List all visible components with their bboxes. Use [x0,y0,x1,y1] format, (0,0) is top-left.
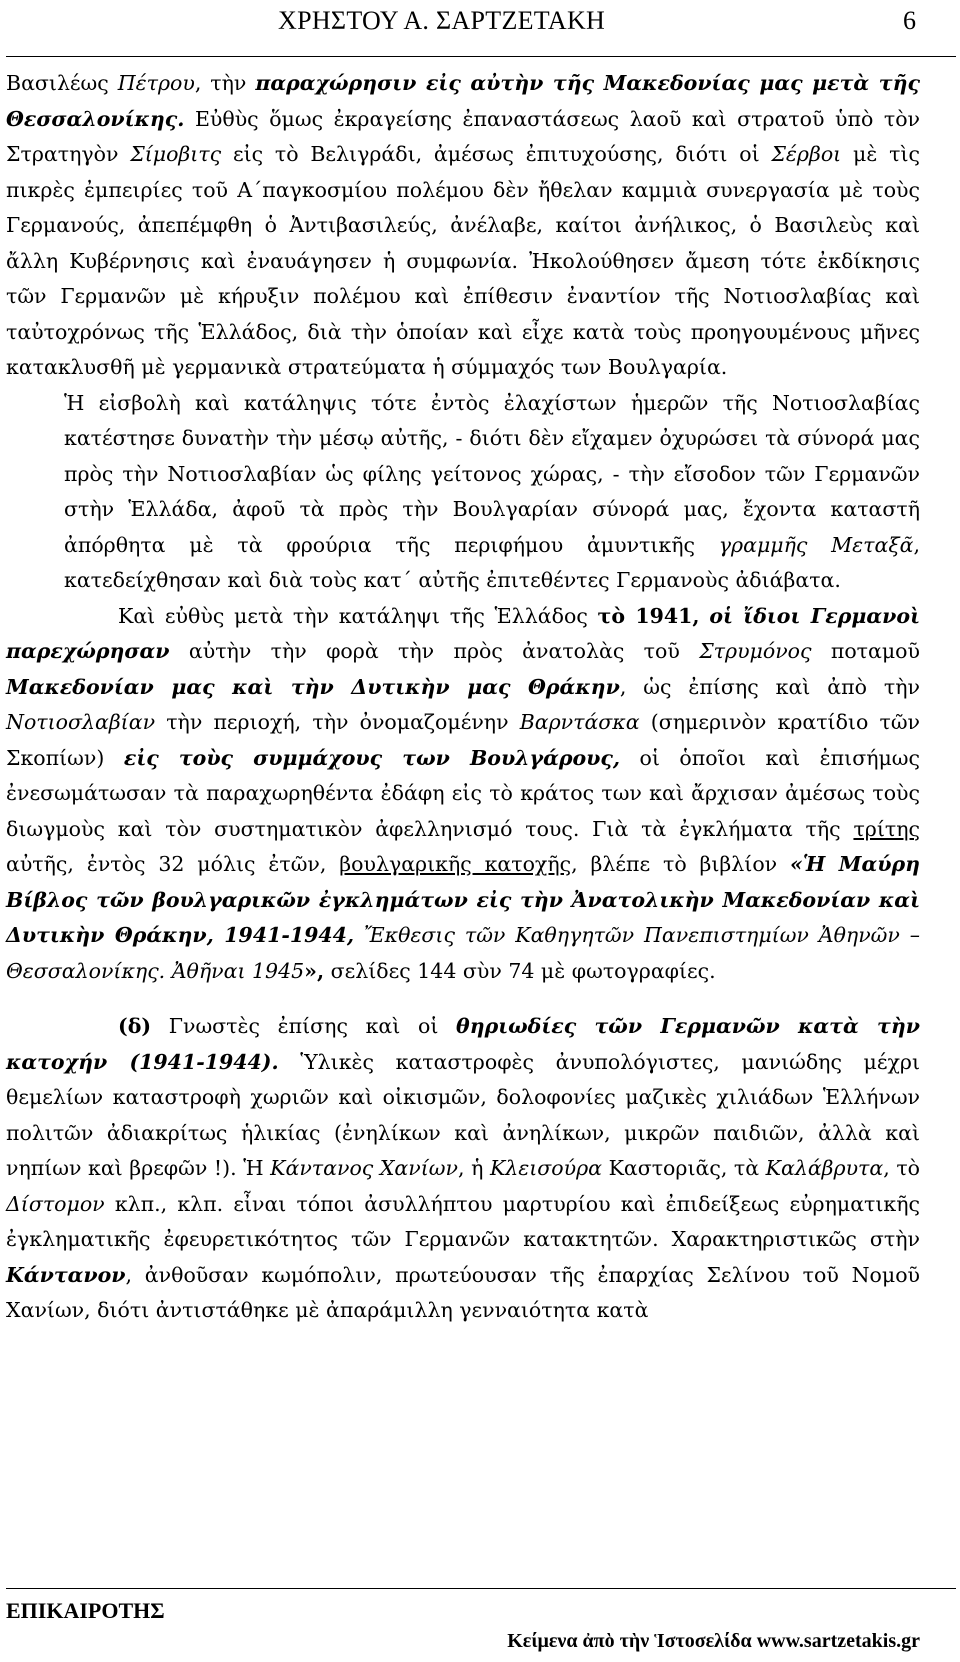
text-span: Πέτρου [117,71,195,95]
text-span: Βαρντάσκα [519,710,640,734]
text-span: τρίτης [853,816,920,841]
text-span: , τὴν [194,71,256,95]
footer-source: Κείμενα ἀπὸ τὴν Ἱστοσελίδα www.sartzetakis.gr [507,1630,920,1652]
text-span: , ὡς ἐπίσης καὶ ἀπὸ τὴν [619,674,920,699]
text-span: οἱ ἴδιοι Γερμανοὶ παρεχώρησαν [6,603,920,663]
text-span: Σίμοβιτς [130,142,222,166]
text-span: Καστοριᾶς, τὰ [601,1156,766,1180]
text-span: εἰς τοὺς συμμάχους των Βουλγάρους, [123,745,620,770]
text-span: , τὸ [883,1156,920,1180]
text-span: τὸ 1941, [597,603,700,628]
text-span: Καλάβρυτα [765,1156,884,1180]
footer-divider [6,1588,956,1589]
text-span: (δ) [118,1014,152,1038]
text-span: Κλεισούρα [489,1156,602,1180]
text-span: Καὶ εὐθὺς μετὰ τὴν κατάληψι τῆς Ἑλλάδος [118,603,598,628]
text-span: Σέρβοι [771,142,842,166]
text-span: », [304,958,325,983]
text-span: , κατεδείχθησαν καὶ διὰ τοὺς κατ΄ αὐτῆς ἐπιτεθέντες Γερμανοὺς ἀδιάβατα. [64,532,920,592]
text-span: (σημερινὸν κρατίδιο τῶν Σκοπίων) [6,710,920,770]
header-divider [6,56,956,57]
text-span [700,604,710,628]
text-span: Ὑλικὲς καταστροφὲς ἀνυπολόγιστες, μανιώδης μέχρι θεμελίων καταστροφὴ χωριῶν καὶ οἰκισμῶν, δολοφονίες μαζικὲς χιλιάδων Ἑλλήνων πολιτῶν ἀδιακρίτως ἡλικίας (ἐνηλίκων καὶ ἀνηλίκων, μικρῶν παιδιῶν, ἀλλὰ καὶ νηπίων καὶ βρεφῶν !). Ἡ [6,1049,920,1180]
text-span: τὴν περιοχή, τὴν ὀνομαζομένην [155,710,520,734]
text-span: μὲ τὶς πικρὲς ἐμπειρίες τοῦ Α΄παγκοσμίου πολέμου δὲν ἤθελαν καμμιὰ συνεργασία μὲ τοὺς Γερμανούς, ἀπεπέμφθη ὁ Ἀντιβασιλεύς, ἀνέλαβε, καίτοι ἀνήλικος, ὁ Βασιλεὺς καὶ ἄλλη Κυβέρνησις καὶ ἐναυάγησεν ἡ συμφωνία. Ἠκολούθησεν ἄμεση τότε ἐκδίκησις τῶν Γερμανῶν μὲ κήρυξιν πολέμου καὶ ἐπίθεσιν ἐναντίον τῆς Νοτιοσλαβίας καὶ ταὐτοχρόνως τῆς Ἑλλάδος, διὰ τὴν ὁποίαν καὶ εἶχε κατὰ τοὺς προηγουμένους μῆνες κατακλυσθῆ μὲ γερμανικὰ στρατεύματα ἡ σύμμαχός των Βουλγαρία. [6,142,920,379]
text-span: Ἔκθεσις τῶν Καθηγητῶν Πανεπιστημίων Ἀθηνῶν – Θεσσαλονίκης. Ἀθῆναι 1945 [6,923,921,983]
text-span: Εὐθὺς ὅμως ἐκραγείσης ἐπαναστάσεως λαοῦ καὶ στρατοῦ ὑπὸ τὸν Στρατηγὸν [6,106,920,166]
text-span: , ἀνθοῦσαν κωμόπολιν, πρωτεύουσαν τῆς ἐπαρχίας Σελίνου τοῦ Νομοῦ Χανίων, διότι ἀντιστάθηκε μὲ ἀπαράμιλλη γενναιότητα κατὰ [6,1262,920,1322]
text-span: αὐτῆς, ἐντὸς 32 μόλις ἐτῶν, [6,852,340,876]
document-body [6,66,920,1329]
text-span: γραμμῆς Μεταξᾶ [718,532,914,557]
text-span: , ἡ [457,1156,490,1180]
footer-section-title: ΕΠΙΚΑΙΡΟΤΗΣ [6,1598,165,1623]
text-span: κλπ., κλπ. εἶναι τόποι ἀσυλλήπτου μαρτυρίου καὶ ἐπιδείξεως εὐρηματικῆς ἐγκληματικῆς ἐφευρετικότητος τῶν Γερμανῶν κατακτητῶν. Χαρακτηριστικῶς στὴν [6,1191,920,1251]
text-span: Νοτιοσλαβίαν [6,710,156,734]
text-span: ποταμοῦ [811,639,920,663]
text-span: Κάντανος Χανίων [270,1156,458,1180]
text-span: Δίστομον [6,1191,105,1216]
text-span: αὐτὴν τὴν φορὰ τὴν πρὸς ἀνατολὰς τοῦ [169,639,700,663]
text-span: σελίδες 144 σὺν 74 μὲ φωτογραφίες. [324,958,716,983]
text-span: οἱ ὁποῖοι καὶ ἐπισήμως ἐνεσωμάτωσαν τὰ παραχωρηθέντα ἐδάφη εἰς τὸ κράτος των καὶ ἄρχισαν ἀμέσως τοὺς διωγμοὺς καὶ τὸν συστηματικὸν ἀφελληνισμό τους. Γιὰ τὰ ἐγκλήματα τῆς [6,745,920,841]
paragraph-2 [64,386,920,599]
text-span: Μακεδονίαν μας καὶ τὴν Δυτικὴν μας Θράκην [6,674,620,699]
text-span: Γνωστὲς ἐπίσης καὶ οἱ [151,1014,457,1038]
text-span: Ἡ εἰσβολὴ καὶ κατάληψις τότε ἐντὸς ἐλαχίστων ἡμερῶν τῆς Νοτιοσλαβίας κατέστησε δυνατὴν τὴν μέσῳ αὐτῆς, - διότι δὲν εἴχαμεν ὀχυρώσει τὰ σύνορά μας πρὸς τὴν Νοτιοσλαβίαν ὡς φίλης γείτονος χώρας, - τὴν εἴσοδον τῶν Γερμανῶν στὴν Ἑλλάδα, ἀφοῦ τὰ πρὸς τὴν Βουλγαρίαν σύνορά μας, ἔχοντα καταστῆ ἀπόρθητα μὲ τὰ φρούρια τῆς περιφήμου ἀμυντικῆς [64,390,920,557]
text-span: Κάντανον [6,1262,126,1287]
paragraph-gap [6,989,920,1009]
header-title: ΧΡΗΣΤΟΥ Α. ΣΑΡΤΖΕΤΑΚΗ [278,6,606,35]
text-span: Βασιλέως [6,71,118,95]
page-number: 6 [903,6,916,35]
text-span: θηριωδίες τῶν Γερμανῶν κατὰ τὴν κατοχήν (1941-1944). [6,1014,920,1074]
text-span: εἰς τὸ Βελιγράδι, ἀμέσως ἐπιτυχούσης, διότι οἱ [221,142,772,166]
paragraph-4 [6,1009,920,1329]
text-span: «Ἡ Μαύρη Βίβλος τῶν βουλγαρικῶν ἐγκλημάτων εἰς τὴν Ἀνατολικὴν Μακεδονίαν καὶ Δυτικὴν Θράκην, 1941-1944, [6,852,920,947]
text-span: Στρυμόνος [699,639,812,663]
page-header [0,0,960,40]
text-span: , βλέπε τὸ βιβλίον [571,852,791,876]
text-span: παραχώρησιν εἰς αὐτὴν τῆς Μακεδονίας μας μετὰ τῆς Θεσσαλονίκης. [6,71,920,131]
paragraph-1 [6,66,920,386]
text-span: βουλγαρικῆς κατοχῆς [339,852,572,876]
paragraph-3 [6,599,920,990]
